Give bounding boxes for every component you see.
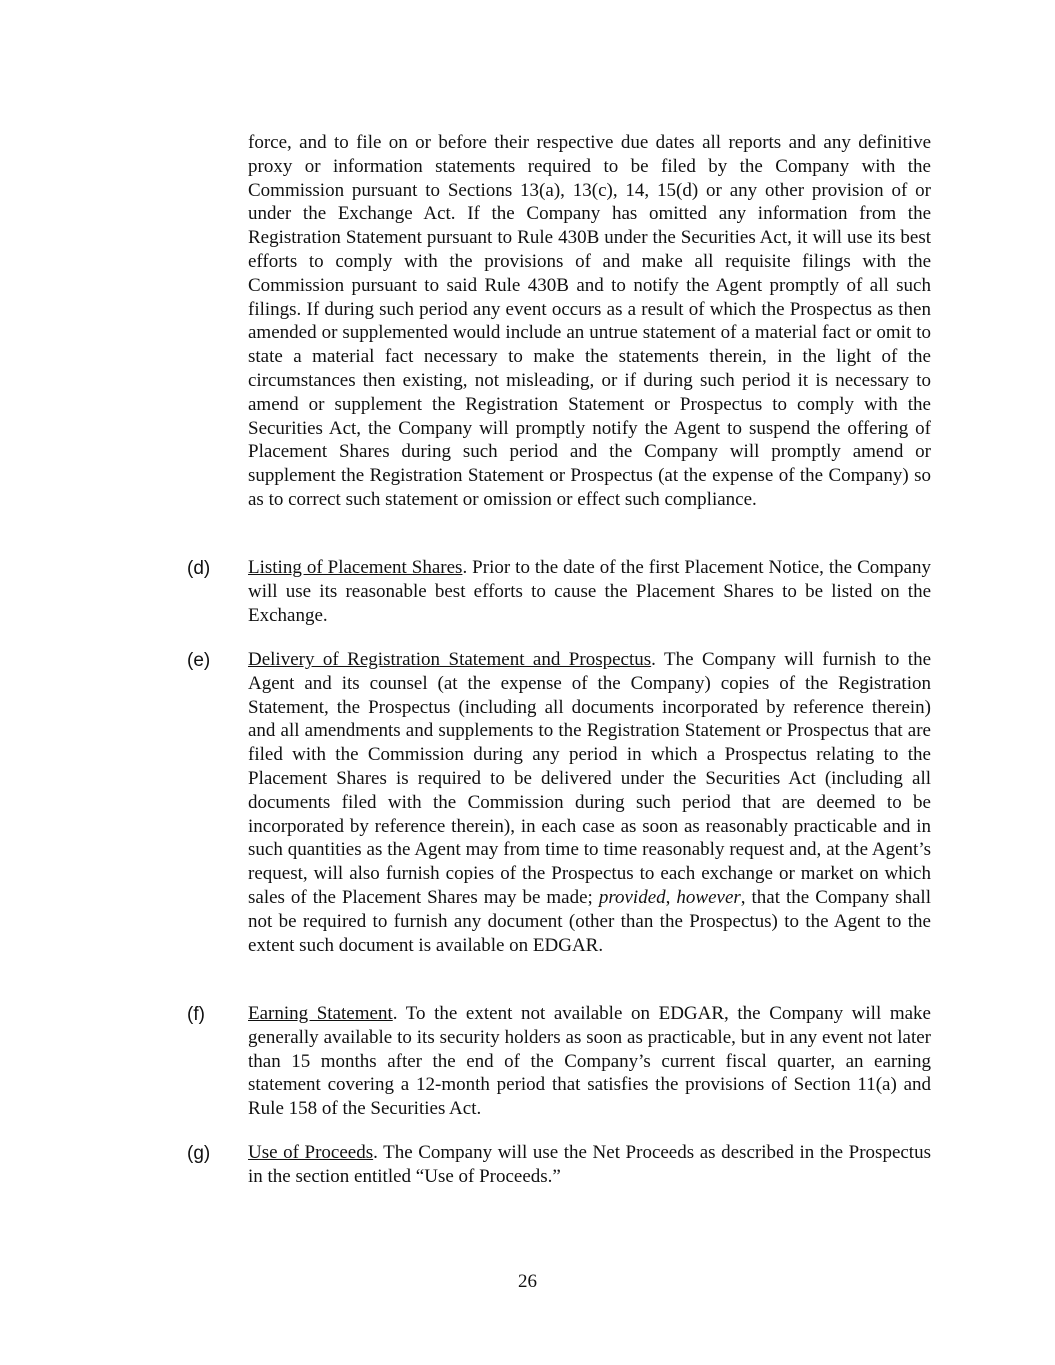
- section-e-label: (e): [187, 650, 211, 671]
- section-f-label: (f): [187, 1004, 205, 1025]
- section-e-emphasis-however: however: [676, 886, 741, 908]
- section-f-body: . To the extent not available on EDGAR, the Company will make generally available to its security holders as soon as practicable, but in any event not later than 15 months after the end of the Company’s current fiscal quarter, an earning statement covering a 12-month period that satisfies the provisions of Section 11(a) and Rule 158 of the Securities Act.: [248, 1003, 931, 1120]
- section-e-emphasis-provided: provided: [598, 886, 666, 908]
- section-g-label: (g): [187, 1143, 211, 1164]
- section-g-paragraph: [248, 1141, 931, 1189]
- section-e-comma: ,: [665, 886, 677, 908]
- continuation-paragraph: [248, 131, 931, 512]
- page-number: 26: [518, 1271, 537, 1292]
- section-g-heading: Use of Proceeds: [248, 1142, 374, 1163]
- section-d-label: (d): [187, 558, 211, 579]
- section-e-body-after: , that the Company shall not be required to furnish any document (other than the Prospectus) to the Agent to the extent such document is available on EDGAR.: [248, 886, 931, 956]
- section-g-body: . The Company will use the Net Proceeds as described in the Prospectus in the section entitled “Use of Proceeds.”: [248, 1142, 931, 1187]
- section-d-body: . Prior to the date of the first Placement Notice, the Company will use its reasonable best efforts to cause the Placement Shares to be listed on the Exchange.: [248, 557, 931, 626]
- continuation-text: force, and to file on or before their respective due dates all reports and any definitive proxy or information statements required to be filed by the Company with the Commission pursuant to Sections 13(a), 13(c), 14, 15(d) or any other provision of or under the Exchange Act. If the Company has omitted any information from the Registration Statement pursuant to Rule 430B under the Securities Act, it will use its best efforts to comply with the provisions of and make all requisite filings with the Commission pursuant to said Rule 430B and to notify the Agent promptly of all such filings. If during such period any event occurs as a result of which the Prospectus as then amended or supplemented would include an untrue statement of a material fact or omit to state a material fact necessary to make the statements therein, in the light of the circumstances then existing, not misleading, or if during such period it is necessary to amend or supplement the Registration Statement or Prospectus to comply with the Securities Act, the Company will promptly notify the Agent to suspend the offering of Placement Shares during such period and the Company will promptly amend or supplement the Registration Statement or Prospectus (at the expense of the Company) so as to correct such statement or omission or effect such compliance.: [248, 132, 931, 510]
- section-f-paragraph: [248, 1002, 931, 1121]
- section-f-heading: Earning Statement: [248, 1003, 393, 1024]
- section-d-paragraph: [248, 556, 931, 627]
- section-e-heading: Delivery of Registration Statement and Prospectus: [248, 649, 652, 670]
- section-e-body-before: . The Company will furnish to the Agent and its counsel (at the expense of the Company) copies of the Registration Statement, the Prospectus (including all documents incorporated by reference therein) and all amendments and supplements to the Registration Statement or Prospectus that are filed with the Commission during any period in which a Prospectus relating to the Placement Shares is required to be delivered under the Securities Act (including all documents filed with the Commission during such period that are deemed to be incorporated by reference therein), in each case as soon as reasonably practicable and in such quantities as the Agent may from time to time reasonably request and, at the Agent’s request, will also furnish copies of the Prospectus to each exchange or market on which sales of the Placement Shares may be made;: [248, 649, 931, 908]
- section-e-paragraph: [248, 648, 931, 957]
- section-d-heading: Listing of Placement Shares: [248, 557, 463, 578]
